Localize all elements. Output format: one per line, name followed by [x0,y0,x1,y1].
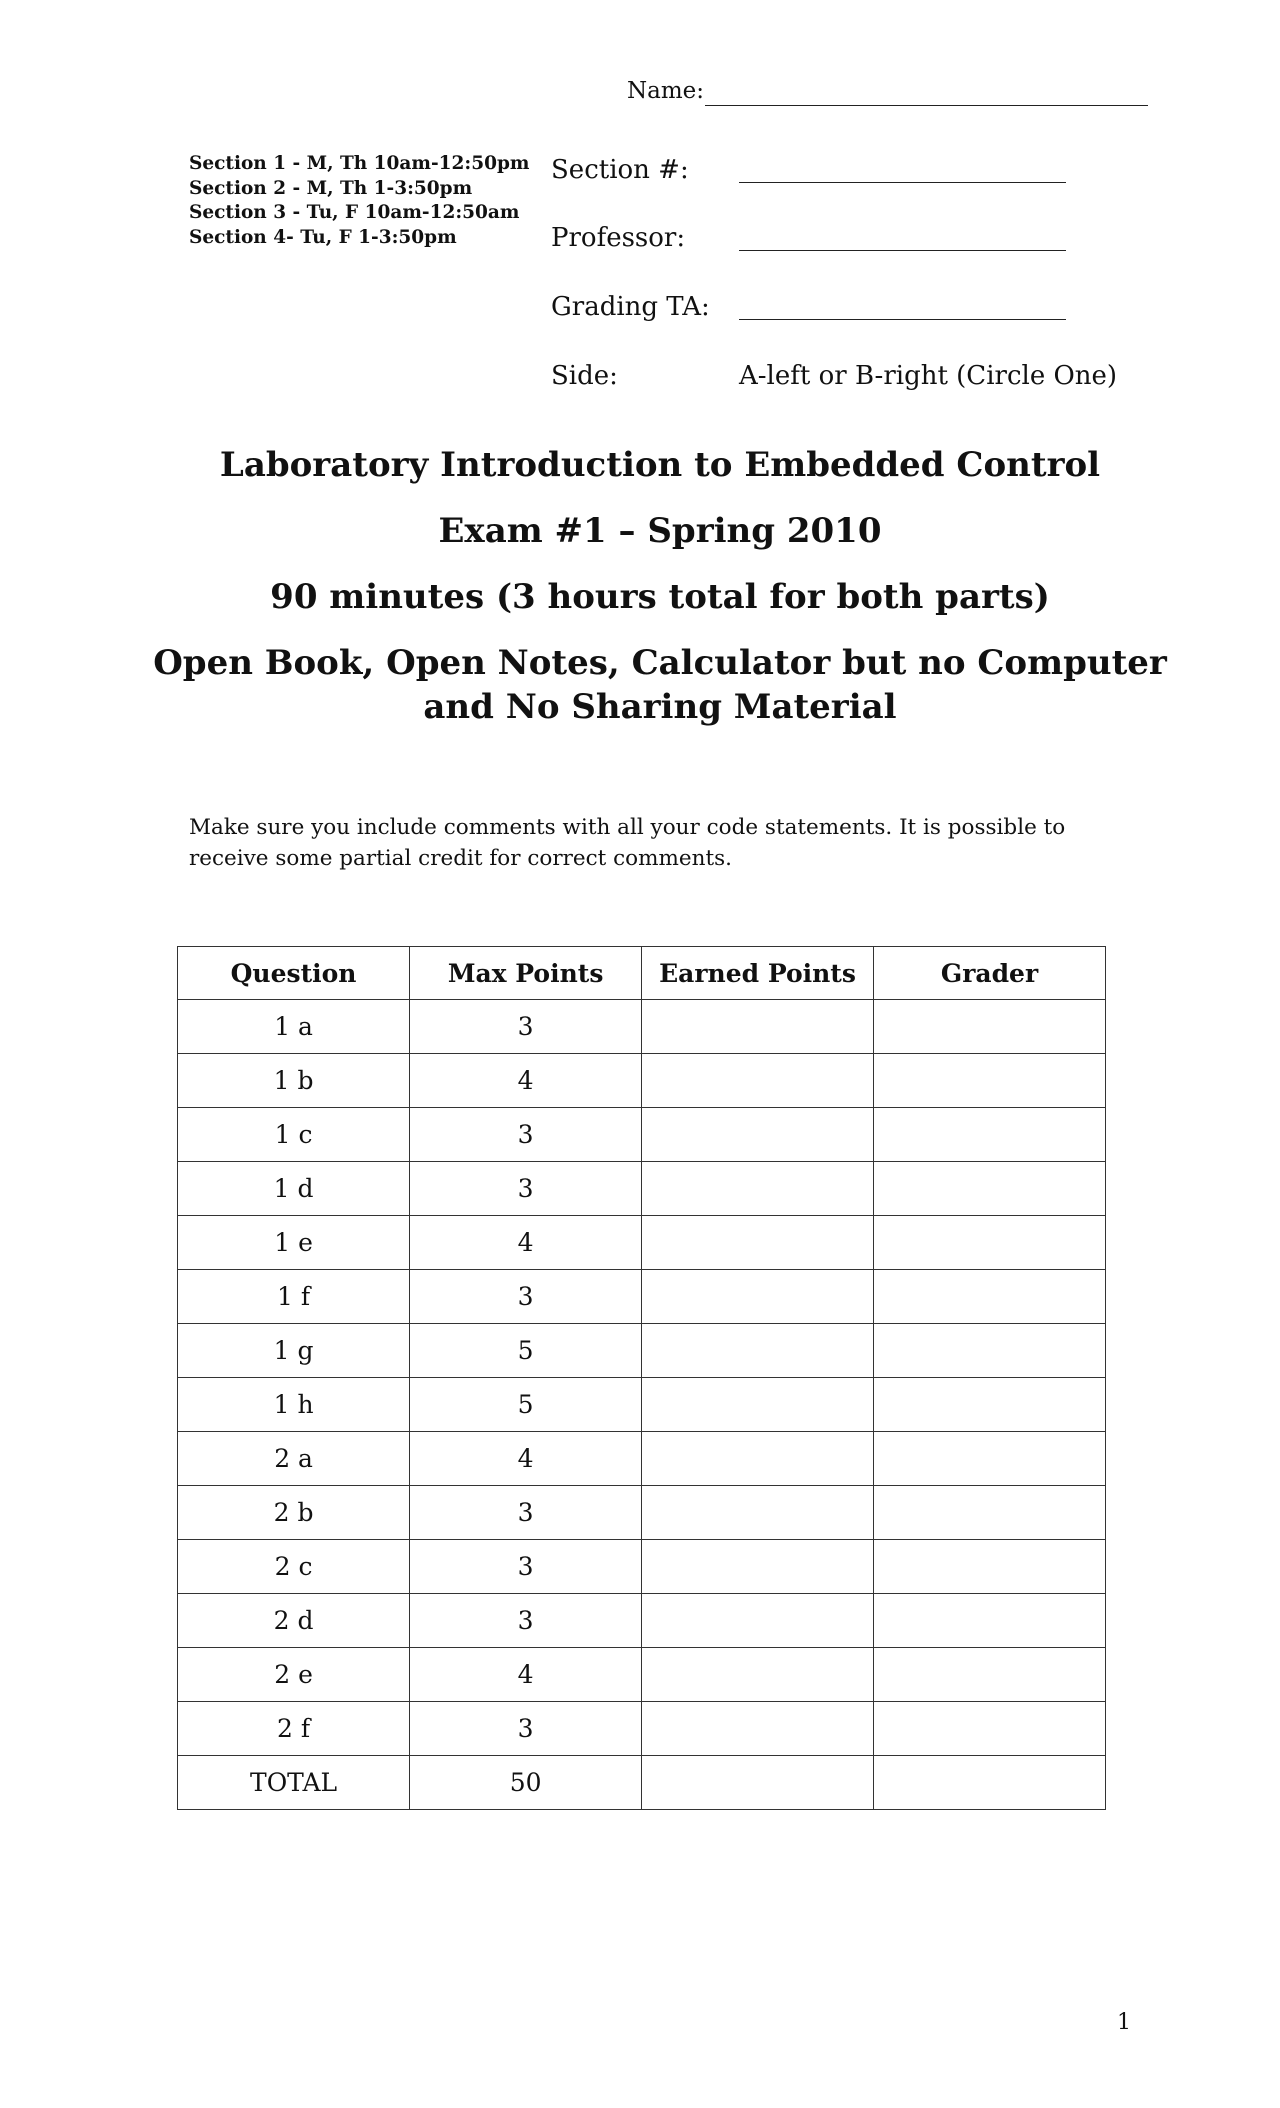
grader-cell[interactable] [874,1378,1106,1432]
schedule-item: Section 4- Tu, F 1-3:50pm [189,226,457,248]
question-cell: 2 a [178,1432,410,1486]
column-header-grader: Grader [874,947,1106,1000]
question-cell: 2 b [178,1486,410,1540]
earned-points-cell[interactable] [642,1216,874,1270]
max-points-cell: 4 [410,1432,642,1486]
earned-points-cell[interactable] [642,1378,874,1432]
exam-rules-line-1: Open Book, Open Notes, Calculator but no Computer [153,643,1167,683]
grader-cell[interactable] [874,1162,1106,1216]
score-table [177,946,1106,1810]
schedule-item: Section 2 - M, Th 1-3:50pm [189,177,473,199]
table-row [178,1594,1106,1648]
side-options: A-left or B-right (Circle One) [739,361,1118,391]
page-number: 1 [1117,2010,1131,2035]
grader-cell[interactable] [874,1594,1106,1648]
max-points-cell: 3 [410,1594,642,1648]
question-cell: 1 a [178,1000,410,1054]
section-number-blank[interactable] [739,182,1066,183]
column-header-max-points: Max Points [410,947,642,1000]
max-points-cell: 5 [410,1324,642,1378]
exam-rules-line-2: and No Sharing Material [423,687,897,727]
question-cell: 1 f [178,1270,410,1324]
earned-points-cell[interactable] [642,1270,874,1324]
question-cell: 1 h [178,1378,410,1432]
earned-points-cell[interactable] [642,1702,874,1756]
max-points-cell: 50 [410,1756,642,1810]
grader-cell[interactable] [874,1540,1106,1594]
schedule-item: Section 3 - Tu, F 10am-12:50am [189,202,520,223]
table-row [178,1540,1106,1594]
earned-points-cell[interactable] [642,1486,874,1540]
table-row [178,1162,1106,1216]
column-header-question: Question [178,947,410,1000]
max-points-cell: 3 [410,1486,642,1540]
question-cell: TOTAL [178,1756,410,1810]
table-row [178,1756,1106,1810]
max-points-cell: 3 [410,1108,642,1162]
earned-points-cell[interactable] [642,1756,874,1810]
professor-label: Professor: [551,223,686,253]
grading-ta-blank[interactable] [739,319,1066,320]
table-row [178,1270,1106,1324]
grader-cell[interactable] [874,1324,1106,1378]
schedule-item: Section 1 - M, Th 10am-12:50pm [189,153,530,174]
table-row [178,1702,1106,1756]
question-cell: 2 f [178,1702,410,1756]
max-points-cell: 5 [410,1378,642,1432]
max-points-cell: 3 [410,1000,642,1054]
section-schedule [189,152,529,250]
name-blank-line[interactable] [705,83,1148,106]
table-row [178,1000,1106,1054]
grader-cell[interactable] [874,1108,1106,1162]
name-label: Name: [627,78,705,104]
earned-points-cell[interactable] [642,1162,874,1216]
grading-ta-label: Grading TA: [551,292,710,322]
table-row [178,1648,1106,1702]
grader-cell[interactable] [874,1270,1106,1324]
exam-title: Exam #1 – Spring 2010 [438,511,882,551]
grader-cell[interactable] [874,1486,1106,1540]
table-row [178,1216,1106,1270]
question-cell: 1 d [178,1162,410,1216]
exam-duration: 90 minutes (3 hours total for both parts) [270,577,1050,617]
question-cell: 1 e [178,1216,410,1270]
earned-points-cell[interactable] [642,1432,874,1486]
table-row [178,1054,1106,1108]
earned-points-cell[interactable] [642,1108,874,1162]
question-cell: 2 d [178,1594,410,1648]
earned-points-cell[interactable] [642,1594,874,1648]
earned-points-cell[interactable] [642,1324,874,1378]
grader-cell[interactable] [874,1216,1106,1270]
table-row [178,1378,1106,1432]
section-number-label: Section #: [551,155,689,185]
max-points-cell: 3 [410,1702,642,1756]
earned-points-cell[interactable] [642,1648,874,1702]
course-title: Laboratory Introduction to Embedded Control [219,445,1101,485]
side-label: Side: [551,361,618,391]
max-points-cell: 3 [410,1540,642,1594]
grader-cell[interactable] [874,1756,1106,1810]
question-cell: 1 b [178,1054,410,1108]
earned-points-cell[interactable] [642,1054,874,1108]
grader-cell[interactable] [874,1000,1106,1054]
max-points-cell: 4 [410,1054,642,1108]
score-table-header-row [178,947,1106,1000]
question-cell: 1 c [178,1108,410,1162]
max-points-cell: 4 [410,1648,642,1702]
earned-points-cell[interactable] [642,1540,874,1594]
max-points-cell: 3 [410,1270,642,1324]
score-table-body [178,1000,1106,1810]
professor-blank[interactable] [739,250,1066,251]
question-cell: 1 g [178,1324,410,1378]
max-points-cell: 3 [410,1162,642,1216]
question-cell: 2 c [178,1540,410,1594]
grader-cell[interactable] [874,1432,1106,1486]
question-cell: 2 e [178,1648,410,1702]
grader-cell[interactable] [874,1648,1106,1702]
table-row [178,1486,1106,1540]
table-row [178,1324,1106,1378]
table-row [178,1108,1106,1162]
grader-cell[interactable] [874,1054,1106,1108]
max-points-cell: 4 [410,1216,642,1270]
name-field [627,76,1148,106]
table-row [178,1432,1106,1486]
instructions-paragraph: Make sure you include comments with all your code statements. It is possible to receive some partial credit for correct comments. [189,815,1066,871]
earned-points-cell[interactable] [642,1000,874,1054]
column-header-earned-points: Earned Points [642,947,874,1000]
grader-cell[interactable] [874,1702,1106,1756]
